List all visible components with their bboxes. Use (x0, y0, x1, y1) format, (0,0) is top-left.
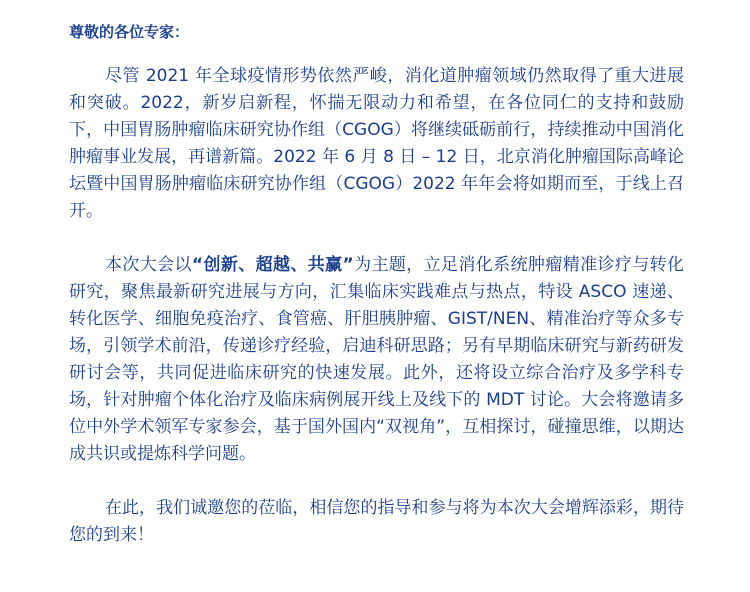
paragraph-invitation-closing: 在此，我们诚邀您的莅临，相信您的指导和参与将为本次大会增辉添彩，期待您的到来！ (69, 498, 684, 545)
paragraph-conference-theme (69, 252, 684, 468)
paragraph-background: 尽管 2021 年全球疫情形势依然严峻，消化道肿瘤领域仍然取得了重大进展和突破。2022，新岁启新程，怀揣无限动力和希望，在各位同仁的支持和鼓励下，中国胃肠肿瘤临床研究协作组（CGOG）将继续砥砺前行，持续推动中国消化肿瘤事业发展，再谱新篇。2022 年 6 月 8 日 – 12 日，北京消化肿瘤国际高峰论坛暨中国胃肠肿瘤临床研究协作组（CGOG）2022 年年会将如期而至，于线上召开。 (69, 66, 684, 221)
letter-greeting: 尊敬的各位专家： (69, 23, 190, 41)
theme-intro-text: 本次大会以 (105, 255, 192, 275)
invitation-letter (69, 18, 684, 576)
conference-theme: “创新、超越、共赢” (191, 255, 354, 275)
theme-details-text: 为主题，立足消化系统肿瘤精准诊疗与转化研究，聚焦最新研究进展与方向，汇集临床实践难点与热点，特设 ASCO 速递、转化医学、细胞免疫治疗、食管癌、肝胆胰肿瘤、GIST/NEN、精准治疗等众多专场，引领学术前沿，传递诊疗经验，启迪科研思路；另有早期临床研究与新药研发研讨会等，共同促进临床研究的快速发展。此外，还将设立综合治疗及多学科专场，针对肿瘤个体化治疗及临床病例展开线上及线下的 MDT 讨论。大会将邀请多位中外学术领军专家参会，基于国外国内“双视角”，互相探讨，碰撞思维，以期达成共识或提炼科学问题。 (69, 255, 684, 464)
